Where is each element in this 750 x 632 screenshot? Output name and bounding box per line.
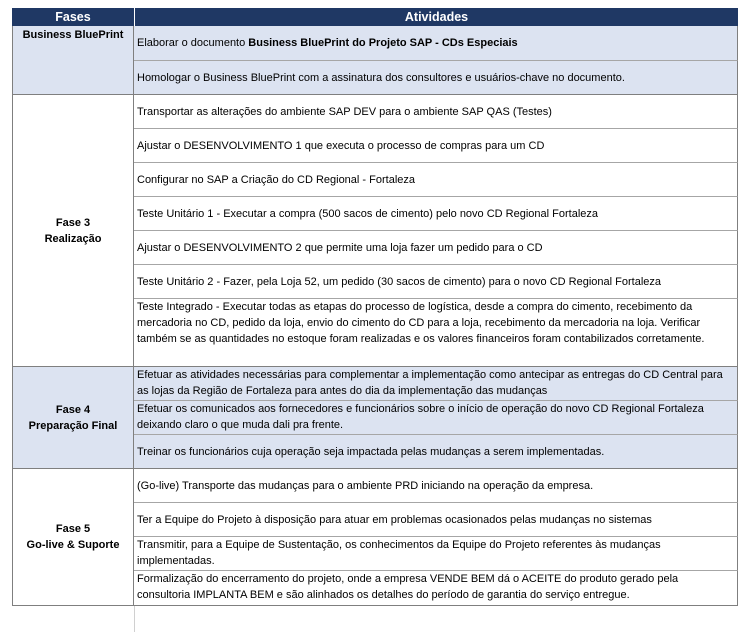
activity-row xyxy=(134,571,738,606)
activity-text: Efetuar os comunicados aos fornecedores e funcionários sobre o início de operação do novo CD Regional Fortaleza deixando claro o que muda dali pra frente. xyxy=(137,403,704,431)
header-atividades-label: Atividades xyxy=(404,10,469,24)
phase-label: Fase 3 xyxy=(55,216,91,229)
activity-row xyxy=(134,129,738,163)
activity-row xyxy=(134,537,738,571)
activity-text: Transportar as alterações do ambiente SAP DEV para o ambiente SAP QAS (Testes) xyxy=(137,105,552,118)
activity-text: Formalização do encerramento do projeto, onde a empresa VENDE BEM dá o ACEITE do produto gerado pela consultoria IMPLANTA BEM e são alinhados os detalhes do período de garantia do serviço entregue. xyxy=(137,573,679,601)
activity-row xyxy=(134,401,738,435)
phase-label: Fase 4 xyxy=(55,403,91,416)
activity-text: Efetuar as atividades necessárias para complementar a implementação como antecipar as entregas do CD Central para as lojas da Região de Fortaleza para antes do dia da implementação das mudanças xyxy=(137,369,723,397)
phase-label: Realização xyxy=(44,232,102,245)
activity-text: Teste Integrado - Executar todas as etapas do processo de logística, desde a compra do cimento, recebimento da mercadoria no CD, pedido da loja, envio do cimento do CD para a loja, recebimento da mercadoria na loja. Verificar também se as quantidades no estoque foram realizadas e os valores financeiros foram contabilizados corretamente. xyxy=(137,301,705,345)
activity-text: Configurar no SAP a Criação do CD Regional - Fortaleza xyxy=(137,173,415,186)
activity-text: Ter a Equipe do Projeto à disposição para atuar em problemas ocasionados pelas mudanças no sistemas xyxy=(137,513,652,526)
activity-text: Teste Unitário 1 - Executar a compra (500 sacos de cimento) pelo novo CD Regional Fortaleza xyxy=(137,207,599,220)
phase-cell-fase-3 xyxy=(12,95,134,367)
activity-row xyxy=(134,265,738,299)
header-fases-label: Fases xyxy=(55,10,91,24)
activity-row xyxy=(134,367,738,401)
phase-cell-fase-5 xyxy=(12,469,134,606)
activity-row xyxy=(134,503,738,537)
phase-label: Go-live & Suporte xyxy=(26,539,120,551)
activity-text: Teste Unitário 2 - Fazer, pela Loja 52, um pedido (30 sacos de cimento) para o novo CD Regional Fortaleza xyxy=(137,275,662,288)
header-fases xyxy=(12,8,134,26)
activity-text: Ajustar o DESENVOLVIMENTO 1 que executa o processo de compras para um CD xyxy=(137,139,545,152)
activity-row xyxy=(134,197,738,231)
activity-row xyxy=(134,231,738,265)
phase-label: Business BluePrint xyxy=(22,29,124,41)
activity-row xyxy=(134,95,738,129)
activity-text: Elaborar o documento Business BluePrint do Projeto SAP - CDs Especiais xyxy=(137,37,518,49)
phase-label: Preparação Final xyxy=(28,419,118,432)
activity-row xyxy=(134,299,738,367)
grid-line xyxy=(134,606,135,632)
activity-text: Transmitir, para a Equipe de Sustentação, os conhecimentos da Equipe do Projeto referentes às mudanças implementadas. xyxy=(137,539,661,567)
activity-row xyxy=(134,26,738,61)
activity-text: Ajustar o DESENVOLVIMENTO 2 que permite uma loja fazer um pedido para o CD xyxy=(137,241,543,254)
activity-text: Homologar o Business BluePrint com a assinatura dos consultores e usuários-chave no documento. xyxy=(137,71,625,84)
header-atividades xyxy=(134,8,738,26)
activity-row xyxy=(134,435,738,469)
activity-row xyxy=(134,61,738,95)
activity-row xyxy=(134,469,738,503)
activity-text: (Go-live) Transporte das mudanças para o ambiente PRD iniciando na operação da empresa. xyxy=(137,479,594,492)
activity-row xyxy=(134,163,738,197)
phase-cell-fase-4 xyxy=(12,367,134,469)
activity-text: Treinar os funcionários cuja operação seja impactada pelas mudanças a serem implementadas. xyxy=(137,445,605,458)
phase-cell-blueprint xyxy=(12,26,134,95)
phase-label: Fase 5 xyxy=(55,523,91,535)
